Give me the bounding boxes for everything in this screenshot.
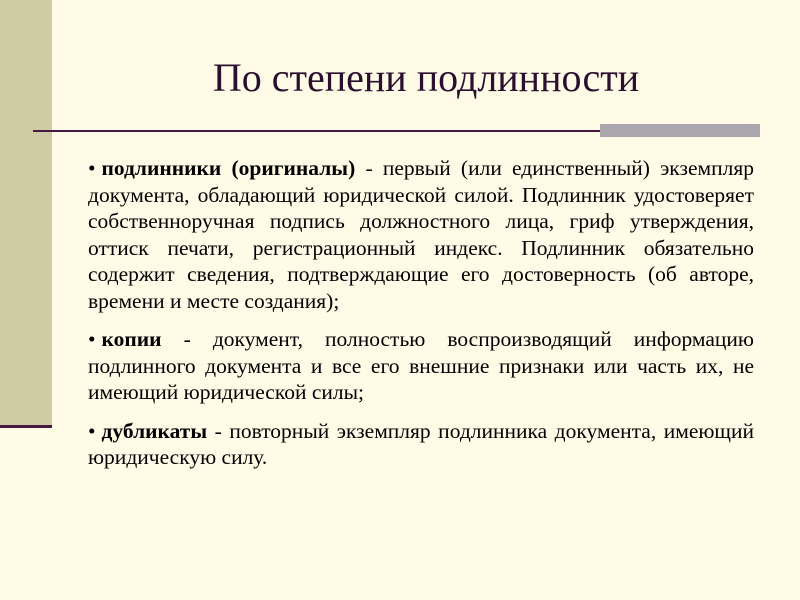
title-accent-block <box>600 124 760 137</box>
side-band <box>0 0 52 427</box>
content <box>88 155 754 483</box>
bullet-icon: • <box>88 156 96 180</box>
list-item <box>88 155 754 314</box>
list-item-text: - первый (или единственный) экземпляр документа, обладающий юридической силой. Подлинник удостоверяет собственноручная подпись должностного лица, гриф утверждения, оттиск печати, регистрационный индекс. Подлинник обязательно содержит сведения, подтверждающие его достоверность (об авторе, времени и месте создания); <box>88 156 754 313</box>
list-item-term: дубликаты <box>101 418 208 443</box>
list-item-text: - повторный экземпляр подлинника документа, имеющий юридическую силу. <box>88 418 754 469</box>
list-item <box>88 418 754 471</box>
list-item-term: подлинники (оригиналы) <box>101 156 356 180</box>
bullet-icon: • <box>88 327 96 351</box>
list-item-text: - документ, полностью воспроизводящий информацию подлинного документа и все его внешние признаки или часть их, не имеющий юридической силы; <box>88 327 754 404</box>
list-item <box>88 326 754 406</box>
slide-title: По степени подлинности <box>212 55 640 100</box>
list-item-term: копии <box>101 327 162 351</box>
side-band-rule <box>0 425 52 428</box>
bullet-icon: • <box>88 418 96 443</box>
